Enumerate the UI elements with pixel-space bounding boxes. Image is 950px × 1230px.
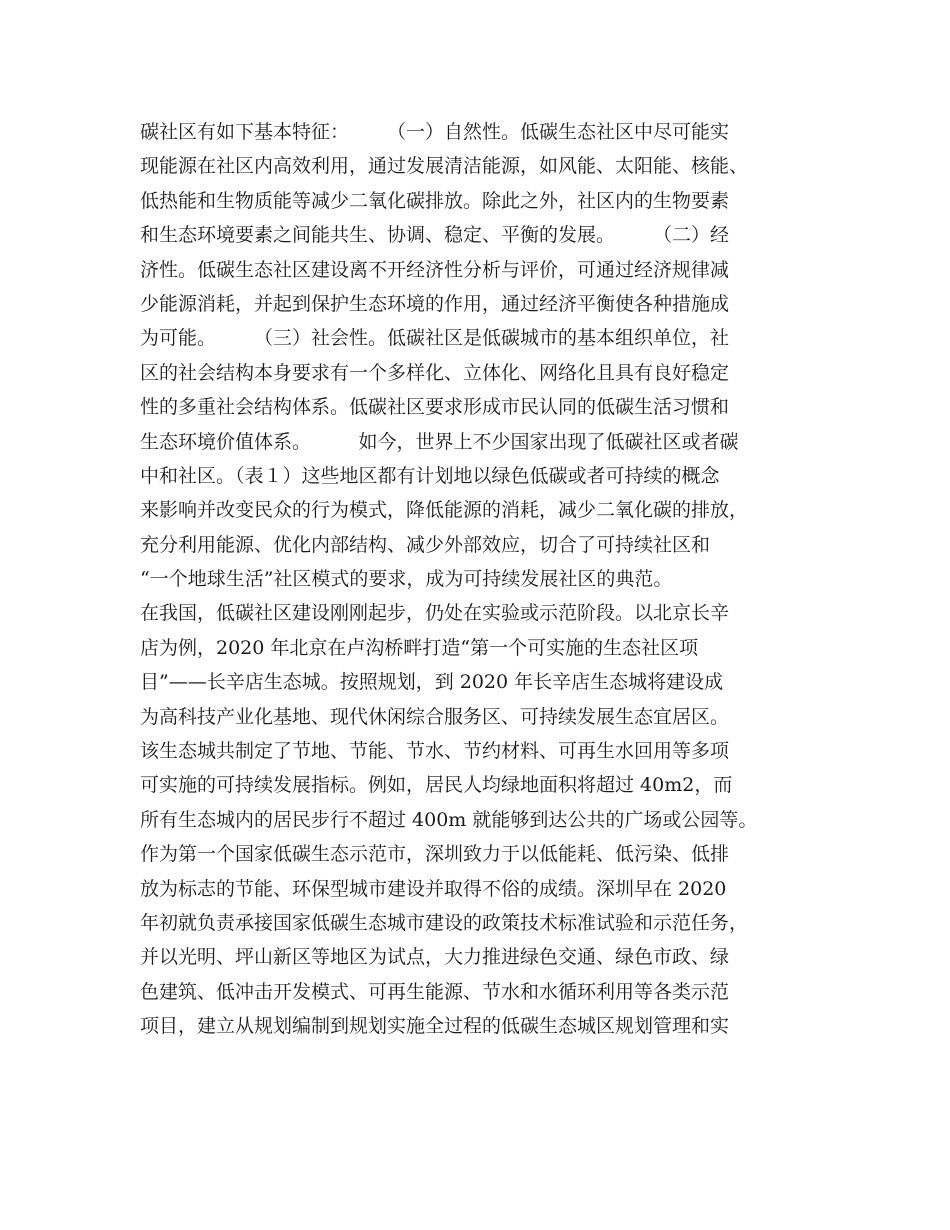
text-line: 碳社区有如下基本特征： （一）自然性。低碳生态社区中尽可能实 xyxy=(140,121,730,143)
text-line: 并以光明、坪山新区等地区为试点，大力推进绿色交通、绿色市政、绿 xyxy=(140,946,730,969)
text-line: 可实施的可持续发展指标。例如，居民人均绿地面积将超过 40m2，而 xyxy=(140,774,733,797)
text-line: 济性。低碳生态社区建设离不开经济性分析与评价，可通过经济规律减 xyxy=(140,258,730,281)
text-line: 现能源在社区内高效利用，通过发展清洁能源，如风能、太阳能、核能、 xyxy=(140,155,749,178)
text-line: 性的多重社会结构体系。低碳社区要求形成市民认同的低碳生活习惯和 xyxy=(140,396,730,419)
text-line: “一个地球生活”社区模式的要求，成为可持续发展社区的典范。 xyxy=(140,568,701,591)
text-line: 色建筑、低冲击开发模式、可再生能源、节水和水循环利用等各类示范 xyxy=(140,980,730,1003)
text-line: 区的社会结构本身要求有一个多样化、立体化、网络化且具有良好稳定 xyxy=(140,361,730,384)
text-line: 为高科技产业化基地、现代休闲综合服务区、可持续发展生态宜居区。 xyxy=(140,705,730,728)
text-line: 低热能和生物质能等减少二氧化碳排放。除此之外，社区内的生物要素 xyxy=(140,189,730,212)
text-line: 和生态环境要素之间能共生、协调、稳定、平衡的发展。 （二）经 xyxy=(140,224,730,247)
body-text xyxy=(140,115,830,1044)
text-line: 该生态城共制定了节地、节能、节水、节约材料、可再生水回用等多项 xyxy=(140,740,730,763)
text-line: 年初就负责承接国家低碳生态城市建设的政策技术标准试验和示范任务， xyxy=(140,911,749,934)
text-line: 为可能。 （三）社会性。低碳社区是低碳城市的基本组织单位，社 xyxy=(140,327,730,350)
text-line: 所有生态城内的居民步行不超过 400m 就能够到达公共的广场或公园等。 xyxy=(140,808,758,831)
text-line: 店为例，2020 年北京在卢沟桥畔打造“第一个可实施的生态社区项 xyxy=(140,636,699,659)
text-line: 充分利用能源、优化内部结构、减少外部效应，切合了可持续社区和 xyxy=(140,533,711,556)
text-line: 生态环境价值体系。 如今，世界上不少国家出现了低碳社区或者碳 xyxy=(140,430,739,453)
text-line: 来影响并改变民众的行为模式，降低能源的消耗，减少二氧化碳的排放， xyxy=(140,499,749,522)
text-line: 作为第一个国家低碳生态示范市，深圳致力于以低能耗、低污染、低排 xyxy=(140,843,730,866)
text-line: 在我国，低碳社区建设刚刚起步，仍处在实验或示范阶段。以北京长辛 xyxy=(140,602,730,625)
text-line: 项目，建立从规划编制到规划实施全过程的低碳生态城区规划管理和实 xyxy=(140,1015,730,1038)
text-line: 中和社区。（表１）这些地区都有计划地以绿色低碳或者可持续的概念 xyxy=(140,464,720,487)
text-line: 少能源消耗，并起到保护生态环境的作用，通过经济平衡使各种措施成 xyxy=(140,292,730,315)
text-line: 放为标志的节能、环保型城市建设并取得不俗的成绩。深圳早在 2020 xyxy=(140,877,727,900)
text-line: 目”——长辛店生态城。按照规划，到 2020 年长辛店生态城将建设成 xyxy=(140,671,724,694)
